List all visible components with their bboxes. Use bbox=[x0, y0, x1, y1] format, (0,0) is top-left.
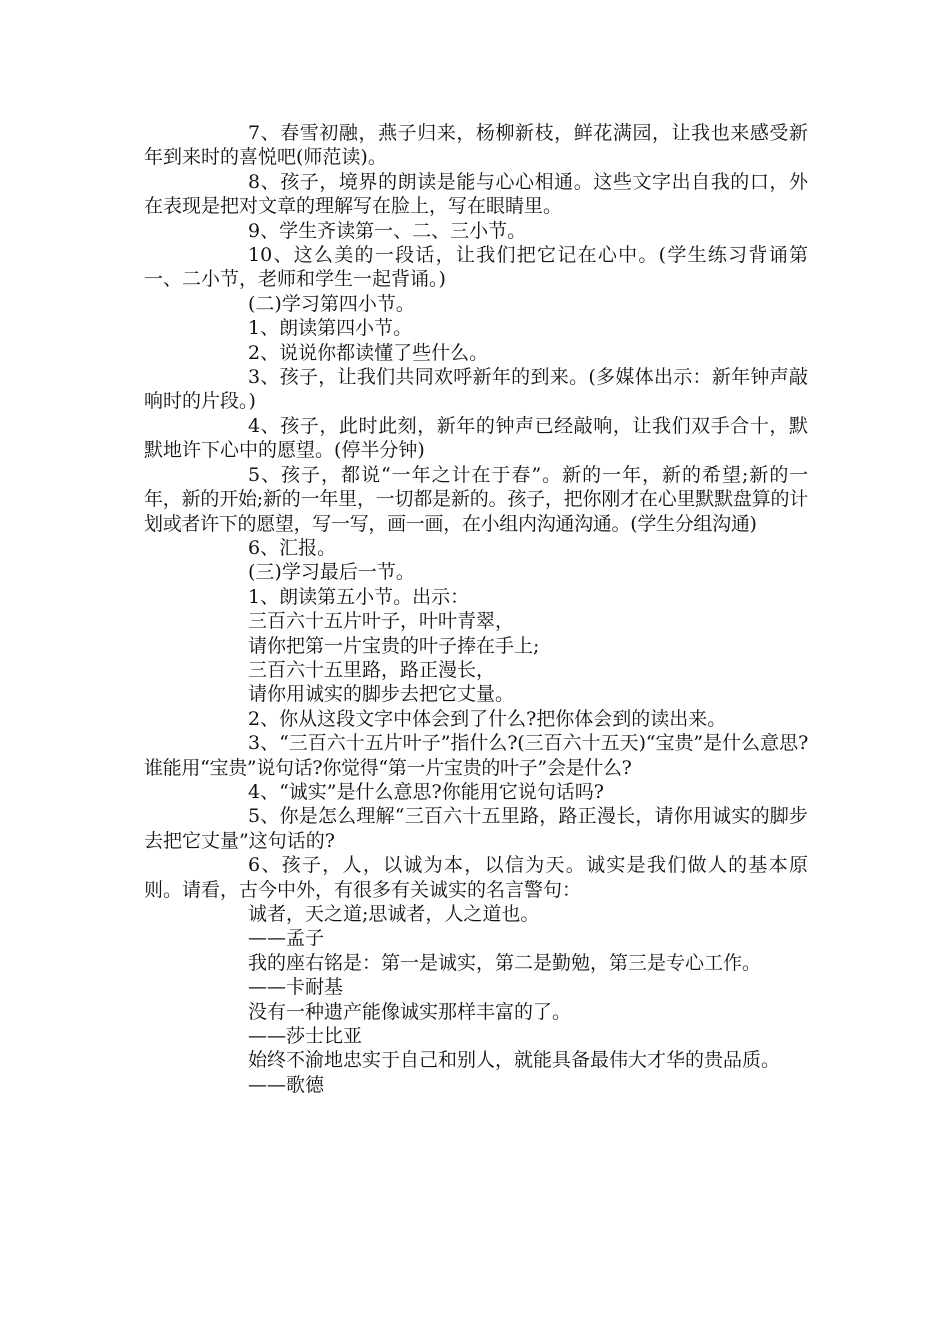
list-item: 3、孩子，让我们共同欢呼新年的到来。(多媒体出示：新年钟声敲响时的片段。) bbox=[144, 366, 808, 413]
list-item: 1、朗读第五小节。出示： bbox=[248, 585, 470, 608]
quote-text: 诚者，天之道;思诚者，人之道也。 bbox=[248, 903, 540, 925]
quote-text: 没有一种遗产能像诚实那样丰富的了。 bbox=[248, 1000, 572, 1023]
list-item: 5、你是怎么理解“三百六十五里路，路正漫长，请你用诚实的脚步去把它丈量”这句话的? bbox=[144, 805, 808, 852]
quote-author: ——歌德 bbox=[248, 1073, 325, 1096]
paragraph-9: 9、学生齐读第一、二、三小节。 bbox=[248, 219, 527, 242]
poem-line: 三百六十五里路，路正漫长， bbox=[248, 658, 496, 681]
quote-text: 始终不渝地忠实于自己和别人，就能具备最伟大才华的贵品质。 bbox=[248, 1049, 781, 1072]
paragraph-10: 10、这么美的一段话，让我们把它记在心中。(学生练习背诵第一、二小节，老师和学生一起背诵。) bbox=[144, 244, 808, 291]
poem-line: 请你用诚实的脚步去把它丈量。 bbox=[248, 683, 515, 706]
section-heading-2: (二)学习第四小节。 bbox=[248, 292, 415, 315]
list-item: 2、说说你都读懂了些什么。 bbox=[248, 341, 489, 364]
list-item: 4、孩子，此时此刻，新年的钟声已经敲响，让我们双手合十，默默地许下心中的愿望。(停半分钟) bbox=[144, 414, 808, 462]
paragraph-8: 8、孩子，境界的朗读是能与心心相通。这些文字出自我的口，外在表现是把对文章的理解写在脸上，写在眼睛里。 bbox=[144, 170, 808, 218]
quote-text: 我的座右铭是：第一是诚实，第二是勤勉，第三是专心工作。 bbox=[248, 951, 762, 974]
list-item: 6、汇报。 bbox=[248, 536, 337, 559]
section-heading-3: (三)学习最后一节。 bbox=[248, 561, 415, 584]
quote-author: ——卡耐基 bbox=[248, 976, 344, 999]
list-item: 2、你从这段文字中体会到了什么?把你体会到的读出来。 bbox=[248, 707, 727, 730]
quote-author: ——孟子 bbox=[248, 927, 325, 950]
list-item: 4、“诚实”是什么意思?你能用它说句话吗? bbox=[248, 780, 604, 803]
list-item: 6、孩子，人，以诚为本，以信为天。诚实是我们做人的基本原则。请看，古今中外，有很多有关诚实的名言警句： bbox=[144, 854, 808, 901]
poem-line: 请你把第一片宝贵的叶子捧在手上; bbox=[248, 634, 540, 657]
list-item: 3、“三百六十五片叶子”指什么?(三百六十五天)“宝贵”是什么意思?谁能用“宝贵”说句话?你觉得“第一片宝贵的叶子”会是什么? bbox=[144, 732, 808, 779]
document-body bbox=[144, 121, 808, 1097]
paragraph-7: 7、春雪初融，燕子归来，杨柳新枝，鲜花满园，让我也来感受新年到来时的喜悦吧(师范读)。 bbox=[144, 122, 808, 169]
list-item: 5、孩子，都说“一年之计在于春”。新的一年，新的希望;新的一年，新的开始;新的一年里，一切都是新的。孩子，把你刚才在心里默默盘算的计划或者许下的愿望，写一写，画一画，在小组内沟通沟通。(学生分组沟通) bbox=[144, 463, 808, 535]
quote-author: ——莎士比亚 bbox=[248, 1025, 363, 1048]
list-item: 1、朗读第四小节。 bbox=[248, 317, 413, 340]
poem-line: 三百六十五片叶子，叶叶青翠， bbox=[248, 610, 515, 633]
